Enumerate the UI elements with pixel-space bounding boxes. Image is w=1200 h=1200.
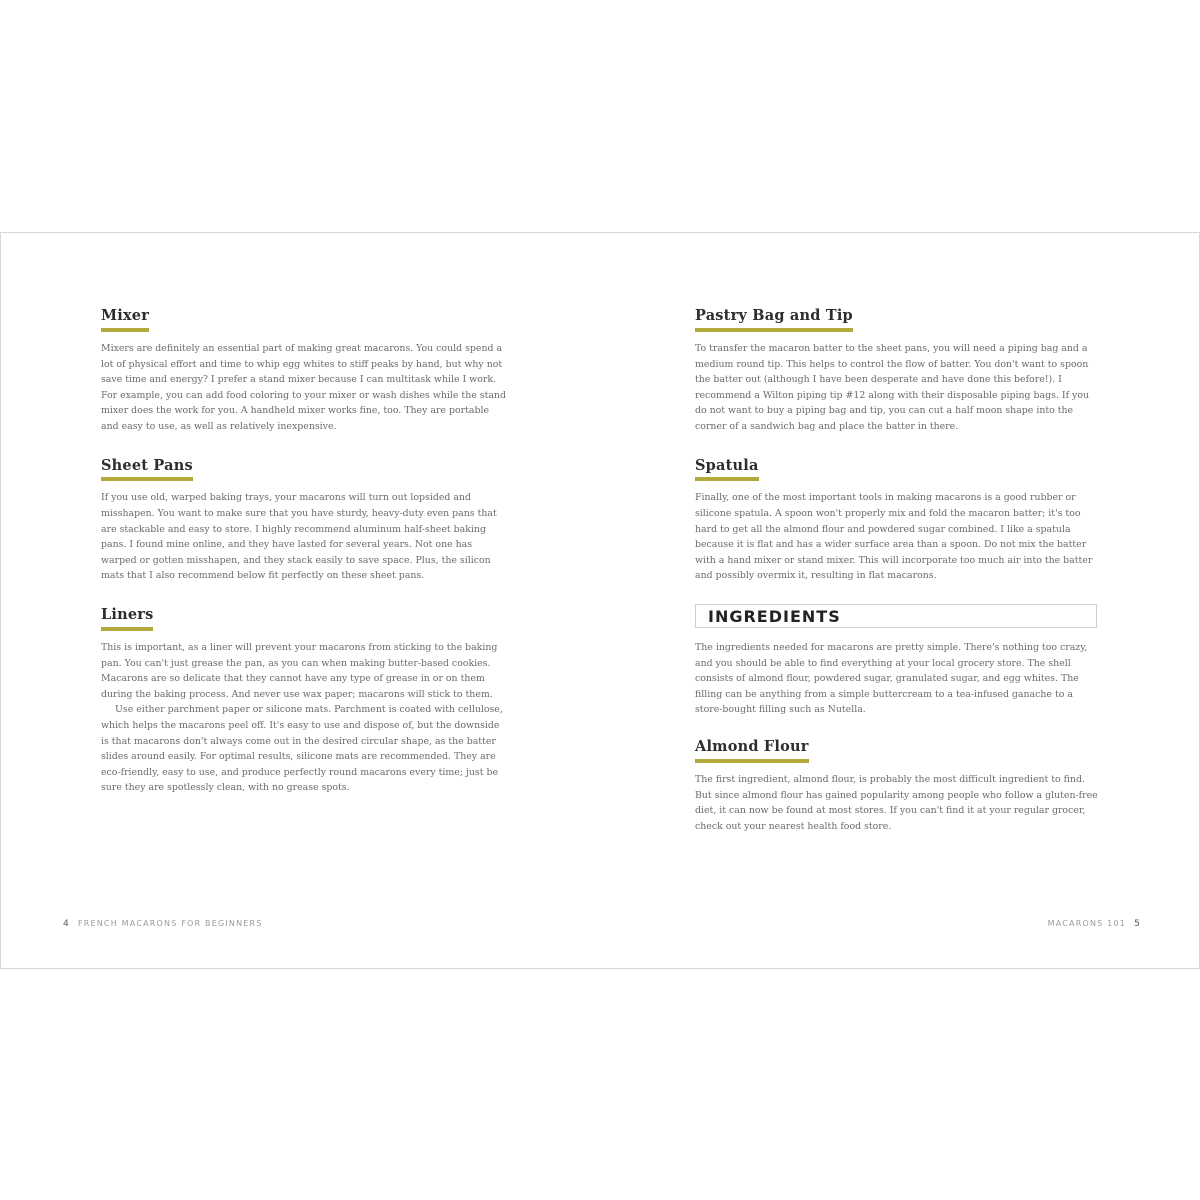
running-title: FRENCH MACARONS FOR BEGINNERS xyxy=(77,919,263,928)
section-mixer xyxy=(101,305,507,435)
section-heading: Pastry Bag and Tip xyxy=(695,308,853,332)
body-paragraph: To transfer the macaron batter to the sheet pans, you will need a piping bag and a medium round tip. This helps to control the flow of batter. You don't want to spoon the batter out (although I have been desperate and have done this before!). I recommend a Wilton piping tip #12 along with their disposable piping bags. If you do not want to buy a piping bag and tip, you can cut a half moon shape into the corner of a sandwich bag and place the batter in there. xyxy=(695,342,1090,432)
right-page-column xyxy=(695,305,1101,854)
body-paragraph: Use either parchment paper or silicone mats. Parchment is coated with cellulose, which helps the macarons peel off. It's easy to use and dispose of, but the downside is that macarons don't always come out in the desired circular shape, as the batter slides around easily. For optimal results, silicone mats are recommended. They are eco-friendly, easy to use, and produce perfectly round macarons every time; just be sure they are spotlessly clean, with no grease spots. xyxy=(101,704,503,794)
body-paragraph: The first ingredient, almond flour, is probably the most difficult ingredient to find. But since almond flour has gained popularity among people who follow a gluten-free diet, it can now be found at most stores. If you can't find it at your regular grocer, check out your nearest health food store. xyxy=(695,773,1098,832)
ingredients-box-heading xyxy=(695,604,1097,628)
body-paragraph: If you use old, warped baking trays, your macarons will turn out lopsided and misshapen. You want to make sure that you have sturdy, heavy-duty even pans that are stackable and easy to store. I highly recommend aluminum half-sheet baking pans. I found mine online, and they have lasted for several years. Not one has warped or gotten misshapen, and they stack easily to save space. Plus, the silicon mats that I also recommend below fit perfectly on these sheet pans. xyxy=(101,492,497,582)
section-spatula xyxy=(695,455,1101,585)
section-sheet-pans xyxy=(101,455,507,585)
section-liners xyxy=(101,604,507,796)
body-paragraph: Mixers are definitely an essential part of making great macarons. You could spend a lot of physical effort and time to whip egg whites to stiff peaks by hand, but why not save time and energy? I prefer a stand mixer because I can multitask while I work. For example, you can add food coloring to your mixer or wash dishes while the stand mixer does the work for you. A handheld mixer works fine, too. They are portable and easy to use, as well as relatively inexpensive. xyxy=(101,342,506,432)
section-pastry-bag xyxy=(695,305,1101,435)
left-page-footer xyxy=(63,919,263,929)
section-heading: Spatula xyxy=(695,458,759,482)
section-almond-flour xyxy=(695,736,1101,834)
left-page-column xyxy=(101,305,507,816)
section-heading: Mixer xyxy=(101,308,149,332)
section-heading: Almond Flour xyxy=(695,739,809,763)
body-paragraph: This is important, as a liner will prevent your macarons from sticking to the baking pan. You can't just grease the pan, as you can when making butter-based cookies. Macarons are so delicate that they cannot have any type of grease in or on them during the baking process. And never use wax paper; macarons will stick to them. xyxy=(101,641,498,700)
book-spread xyxy=(0,232,1200,969)
page-number: 5 xyxy=(1134,919,1141,929)
section-heading: Sheet Pans xyxy=(101,458,193,482)
ingredients-title: INGREDIENTS xyxy=(708,606,841,626)
section-heading: Liners xyxy=(101,607,153,631)
right-page-footer xyxy=(1048,919,1141,929)
body-paragraph: Finally, one of the most important tools in making macarons is a good rubber or silicone spatula. A spoon won't properly mix and fold the macaron batter; it's too hard to get all the almond flour and powdered sugar combined. I like a spatula because it is flat and has a wider surface area than a spoon. Do not mix the batter with a hand mixer or stand mixer. This will incorporate too much air into the batter and possibly overmix it, resulting in flat macarons. xyxy=(695,492,1093,582)
page-number: 4 xyxy=(63,919,70,929)
ingredients-paragraph: The ingredients needed for macarons are pretty simple. There's nothing too crazy, and you should be able to find everything at your local grocery store. The shell consists of almond flour, powdered sugar, granulated sugar, and egg whites. The filling can be anything from a simple buttercream to a tea-infused ganache to a store-bought filling such as Nutella. xyxy=(695,642,1088,716)
running-title: MACARONS 101 xyxy=(1047,919,1127,928)
